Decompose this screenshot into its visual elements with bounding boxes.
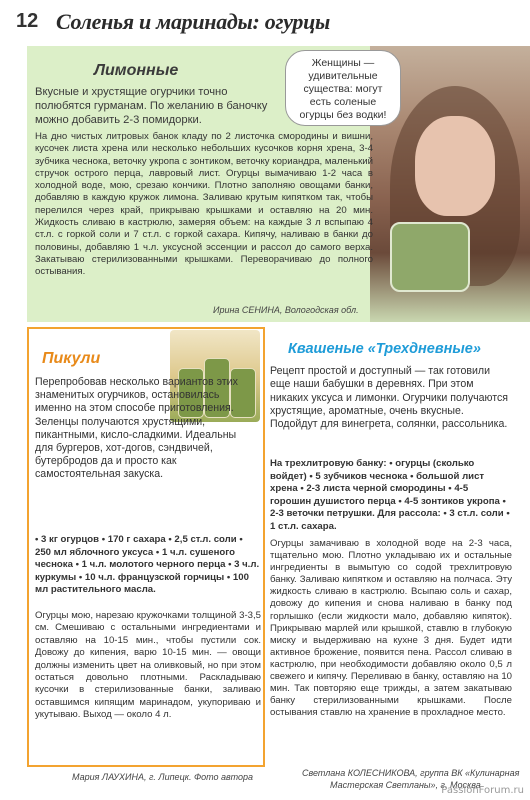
recipe-lemon-body: На дно чистых литровых банок кладу по 2 листочка смородины и вишни, кусочек листа хрена или несколько небольших кусочков корня хрена, 3-4 зубчика чеснока, веточку укропа с зонтиком, веточку кориандра, маленький стручок острого перца, лавровый лист. Огурцы вымачиваю 1-2 часа в холодной воде, мою, срезаю кончики. Плотно заполняю овощами банки, добавляю в каждую кружок лимона. Заливаю крутым кипятком так, чтобы перелился через край, прикрываю крышками и оставляю на 20 мин. Жидкость сливаю в кастрюлю, замеряя объем: на каждые 3 л вспыпаю 4 ст.л. с горкой соли и 7 ст.л. с горкой сахара. Кипячу, наливаю в банки до половины, добавляю 1 ч.л. уксусной эссенции и рассол до самого верха. Закатываю стерилизованными крышками. Переворачиваю до полного остывания. — [35, 131, 373, 278]
recipe-lemon-signature: Ирина СЕНИНА, Вологодская обл. — [213, 305, 359, 315]
recipe-pickles-intro: Перепробовав несколько вариантов этих знаменитых огурчиков, остановилась именно на этом способе приготовления. Зеленцы получаются хрустящими, пикантными, кисло-сладкими. Идеальны для бургеров, хот-догов, сэндвичей, бутербродов да и просто как самостоятельная закуска. — [35, 376, 238, 481]
recipe-pickles-ingredients: • 3 кг огурцов • 170 г сахара • 2,5 ст.л. соли • 250 мл яблочного уксуса • 1 ч.л. сушеного чеснока • 1 ч.л. молотого черного перца • 3 ч.л. куркумы • 10 ч.л. французской горчицы • 100 мл растительного масла. — [35, 534, 260, 596]
recipe-fermented-intro: Рецепт простой и доступный — так готовили еще наши бабушки в деревнях. При этом никаких уксуса и лимонки. Огурчики получаются хрустящие, ароматные, очень вкусные. Подойдут для винегрета, солянки, рассольника. — [270, 365, 509, 431]
recipe-fermented-body: Огурцы замачиваю в холодной воде на 2-3 часа, тщательно мою. Плотно укладываю их и остальные ингредиенты в вымытую со содой трехлитровую банку. Заливаю кипятком и оставляю на полчаса. Эту жидкость сливаю в кастрюлю. Всыпаю соль и сахар, довожу до кипения и снова наливаю в банку под горлышко (если жидкости мало, добавляю кипяток). Прикрываю марлей или крышкой, ставлю в глубокую миску и выдерживаю на кухне 3 дня. Будет идти активное брожение, появится пена. Рассол сливаю в кастрюлю, при необходимости добавляю около 0,5 л свежего и кипячу. Переливаю в банку, оставляю на 10 мин. Так повторяю еще трижды, а затем закатываю банку стерилизованными крышками. После остывания ставлю на хранение в прохладное место. — [270, 538, 512, 719]
section-title: Соленья и маринады: огурцы — [56, 9, 330, 34]
recipe-lemon-heading: Лимонные — [94, 62, 179, 79]
speech-bubble: Женщины — удивительные существа: могут есть соленые огурцы без водки! — [285, 50, 401, 126]
recipe-fermented-heading: Квашеные «Трехдневные» — [288, 341, 481, 357]
page-header — [0, 0, 530, 46]
photo-face-shape — [415, 116, 495, 216]
recipe-fermented-signature: Светлана КОЛЕСНИКОВА, группа ВК «Кулинарная — [302, 768, 520, 778]
recipe-pickles-signature: Мария ЛАУХИНА, г. Липецк. Фото автора — [72, 772, 254, 782]
recipe-pickles-heading: Пикули — [42, 350, 101, 367]
site-watermark: PassionForum.ru — [441, 785, 524, 796]
photo-jar-shape — [390, 222, 470, 292]
recipe-lemon-intro: Вкусные и хрустящие огурчики точно полюбятся гурманам. По желанию в баночку можно добавить 2-3 помидорки. — [35, 86, 268, 126]
recipe-fermented-ingredients: На трехлитровую банку: • огурцы (сколько войдет) • 5 зубчиков чеснока • большой лист хрена • 2-3 листа черной смородины • 4-5 горошин душистого перца • 4-5 зонтиков укропа • 2-3 веточки петрушки. Для рассола: • 3 ст.л. соли • 1 ст.л. сахара. — [270, 458, 510, 532]
page-number: 12 — [16, 10, 39, 32]
recipe-fermented-signature-line2: Мастерская Светланы», г. Москва — [330, 780, 481, 790]
recipe-pickles-body: Огурцы мою, нарезаю кружочками толщиной 3-3,5 см. Смешиваю с остальными ингредиентами и оставляю на 10-15 мин., чтобы пустили сок. Довожу до кипения, варю 10-15 мин. — овощи должны изменить цвет на оливковый, но при этом остаться довольно плотными. Раскладываю кусочки в стерилизованные банки, заливаю оставшимся кипящим маринадом, укупориваю и укутываю. Выход — около 4 л. — [35, 610, 261, 721]
